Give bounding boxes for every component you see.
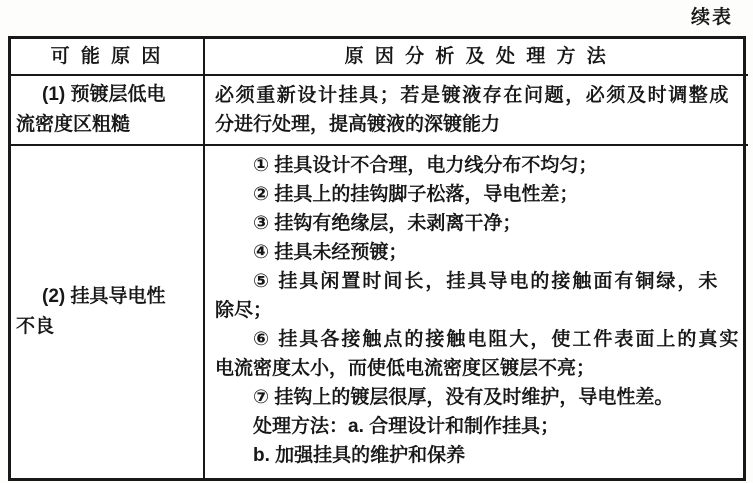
method-line-b: b. 加强挂具的维护和保养 <box>253 445 466 466</box>
method-a-text: a. 合理设计和制作挂具； <box>348 416 560 437</box>
text-line: ⑥ 挂具各接触点的接触电阻大，使工件表面上的真实 <box>253 329 741 350</box>
text-line: 不良 <box>16 316 55 337</box>
text-line: ① 挂具设计不合理，电力线分布不均匀； <box>253 155 598 176</box>
troubleshooting-table <box>8 36 746 481</box>
header-cell-cause: 可 能 原 因 <box>11 39 205 76</box>
text-line: (1) 预镀层低电 <box>42 84 166 105</box>
text-line: ③ 挂钩有绝缘层，未剥离干净； <box>253 213 522 234</box>
text-line: ⑤ 挂具闲置时间长，挂具导电的接触面有铜绿，未 <box>253 271 720 292</box>
text-line: (2) 挂具导电性 <box>42 286 166 307</box>
method-line-a <box>215 412 740 441</box>
row1-analysis-cell <box>205 76 748 146</box>
text-line: ② 挂具上的挂钩脚子松落，导电性差； <box>253 184 579 205</box>
row2-analysis-cell <box>205 146 748 478</box>
row1-cause-cell <box>11 76 205 146</box>
text-line: ④ 挂具未经预镀； <box>253 242 408 263</box>
header-cell-analysis: 原 因 分 析 及 处 理 方 法 <box>205 39 748 76</box>
text-line: ⑦ 挂钩上的镀层很厚，没有及时维护，导电性差。 <box>253 387 674 408</box>
continued-table-label: 续表 <box>690 7 733 28</box>
text-line: 分进行处理，提高镀液的深镀能力 <box>215 114 501 135</box>
text-line: 电流密度太小，而使低电流密度区镀层不亮； <box>215 358 596 379</box>
text-line: 必须重新设计挂具；若是镀液存在问题，必须及时调整成 <box>215 85 731 106</box>
text-line: 流密度区粗糙 <box>16 114 131 135</box>
method-label: 处理方法： <box>253 416 349 437</box>
text-line: 除尽； <box>215 300 273 321</box>
row2-cause-cell <box>11 146 205 478</box>
